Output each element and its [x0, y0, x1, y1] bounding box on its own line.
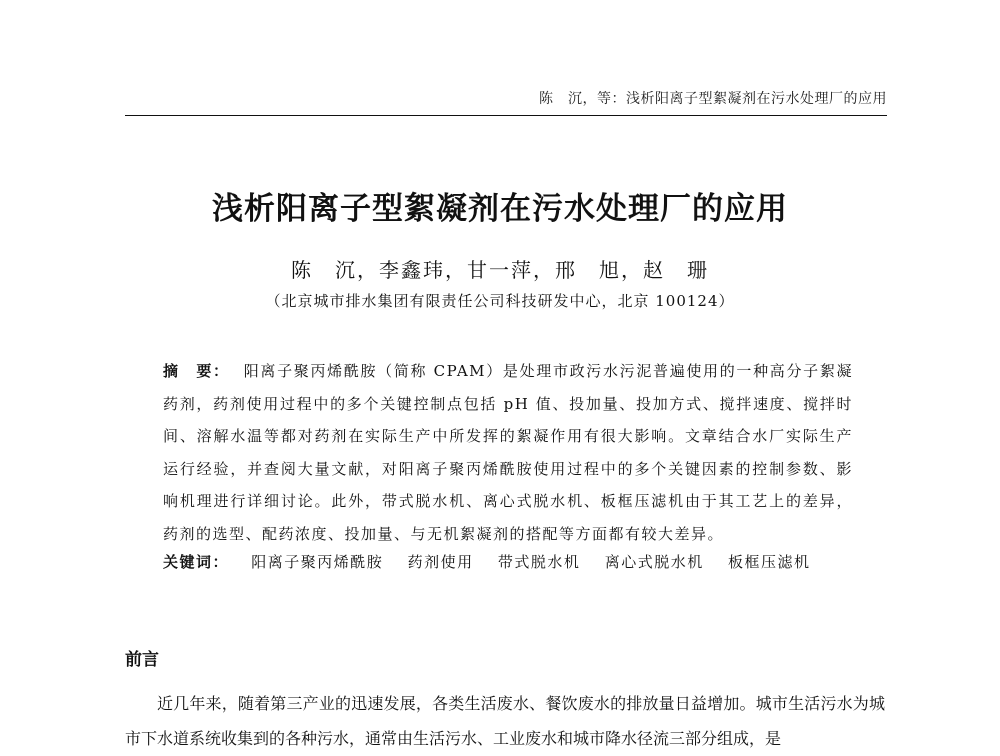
keywords — [163, 551, 863, 572]
header-rule — [125, 115, 887, 116]
keyword: 带式脱水机 — [497, 553, 581, 571]
body-paragraph: 近几年来，随着第三产业的迅速发展，各类生活废水、餐饮废水的排放量日益增加。城市生活污水为城市下水道系统收集到的各种污水，通常由生活污水、工业废水和城市降水径流三部分组成，是 — [125, 694, 885, 748]
keyword: 板框压滤机 — [727, 553, 811, 571]
keyword: 离心式脱水机 — [604, 553, 704, 571]
keyword: 药剂使用 — [407, 553, 474, 571]
running-header: 陈 沉，等：浅析阳离子型絮凝剂在污水处理厂的应用 — [539, 91, 887, 107]
abstract-text: 阳离子聚丙烯酰胺（简称 CPAM）是处理市政污水污泥普遍使用的一种高分子絮凝药剂，药剂使用过程中的多个关键控制点包括 pH 值、投加量、投加方式、搅拌速度、搅拌时间、溶解水温等都对药剂在实际生产中所发挥的絮凝作用有很大影响。文章结合水厂实际生产运行经验，并查阅大量文献，对阳离子聚丙烯酰胺使用过程中的多个关键因素的控制参数、影响机理进行详细讨论。此外，带式脱水机、离心式脱水机、板框压滤机由于其工艺上的差异，药剂的选型、配药浓度、投加量、与无机絮凝剂的搭配等方面都有较大差异。 — [163, 362, 853, 543]
abstract — [163, 355, 853, 550]
keywords-label: 关键词： — [163, 553, 230, 571]
keyword: 阳离子聚丙烯酰胺 — [251, 553, 384, 571]
author-list: 陈 沉，李鑫玮，甘一萍，邢 旭，赵 珊 — [291, 258, 709, 282]
paper-title: 浅析阳离子型絮凝剂在污水处理厂的应用 — [212, 191, 788, 227]
abstract-label: 摘 要： — [163, 362, 230, 380]
section-heading: 前言 — [125, 650, 159, 670]
affiliation: （北京城市排水集团有限责任公司科技研发中心，北京 100124） — [265, 292, 735, 310]
